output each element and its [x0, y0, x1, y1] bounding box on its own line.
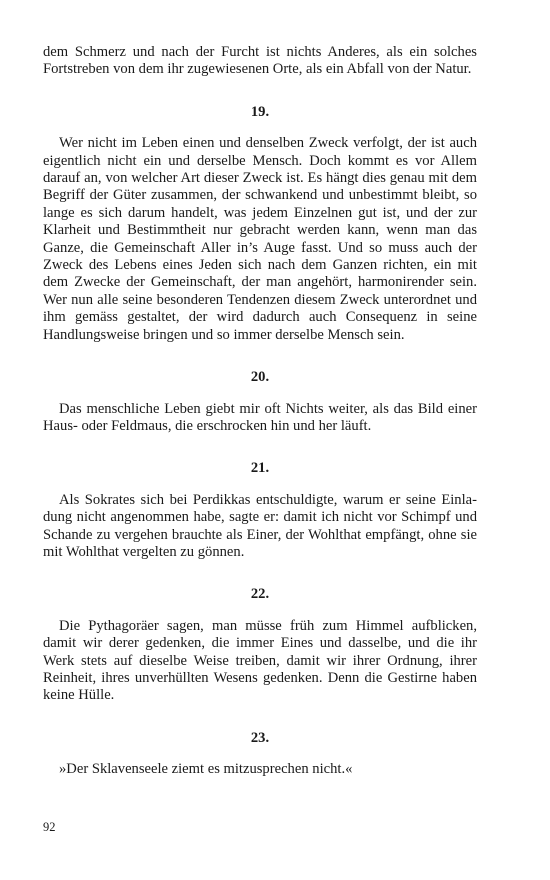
section-19: [43, 104, 477, 344]
section-number: 23.: [250, 729, 270, 746]
page-number: 92: [43, 820, 56, 834]
section-number: 20.: [250, 369, 270, 386]
book-page: [43, 44, 477, 779]
section-text: »Der Sklavenseele ziemt es mitzusprechen nicht.«: [59, 761, 353, 778]
section-text: Die Pythagoräer sagen, man müsse früh zum Himmel aufblicken, damit wir derer gedenken, die immer Eines und dasselbe, und die ihr Werk stets auf dieselbe Weise treiben, damit wir ihrer Ordnung, ihrer Reinheit, ihres unverhüllten Wesens gedenken. Denn die Gestirne haben keine Hülle.: [43, 617, 477, 704]
section-22: [43, 586, 477, 704]
section-text: Das menschliche Leben giebt mir oft Nichts weiter, als das Bild einer Haus- oder Feldmaus, die erschrocken hin und her läuft.: [43, 400, 477, 434]
section-text: Wer nicht im Leben einen und denselben Zweck verfolgt, der ist auch eigentlich nicht ein und derselbe Mensch. Doch kommt es vor Allem darauf an, von welcher Art dieser Zweck ist. Es hängt dies genau mit dem Begriff der Güter zusammen, der schwankend und unbestimmt bleibt, so lange es sich darum handelt, was jedem Einzelnen gut ist, und der zur Klarheit und Bestimmtheit nur gebracht werden kann, wenn man das Ganze, die Gemeinschaft Aller in’s Auge fasst. Und so muss auch der Zweck des Lebens eines Jeden sich nach dem Ganzen richten, ein mit dem Zwecke der Gemeinschaft, der man angehört, harmonirender sein. Wer nun alle seine besonderen Tendenzen diesem Zweck unterordnet und ihm gemäss gestaltet, der wird dadurch auch Consequenz in seine Handlungsweise bringen und so immer derselbe Mensch sein.: [43, 135, 477, 343]
section-21: [43, 460, 477, 561]
section-number: 19.: [250, 103, 270, 120]
intro-paragraph: dem Schmerz und nach der Furcht ist nichts Anderes, als ein solches Fortstreben von dem ihr zugewiesenen Orte, als ein Abfall von der Natur.: [43, 44, 477, 78]
section-number: 22.: [250, 586, 270, 603]
section-20: [43, 369, 477, 435]
section-text: Als Sokrates sich bei Perdikkas entschuldigte, warum er seine Einladung nicht angenommen habe, sagte er: damit ich nicht vor Schimpf und Schande zu vergehen brauchte als Einer, der Wohlthat empfängt, ohne sie mit Wohlthat vergelten zu gönnen.: [43, 491, 477, 560]
section-number: 21.: [250, 460, 270, 477]
section-23: [43, 730, 477, 779]
